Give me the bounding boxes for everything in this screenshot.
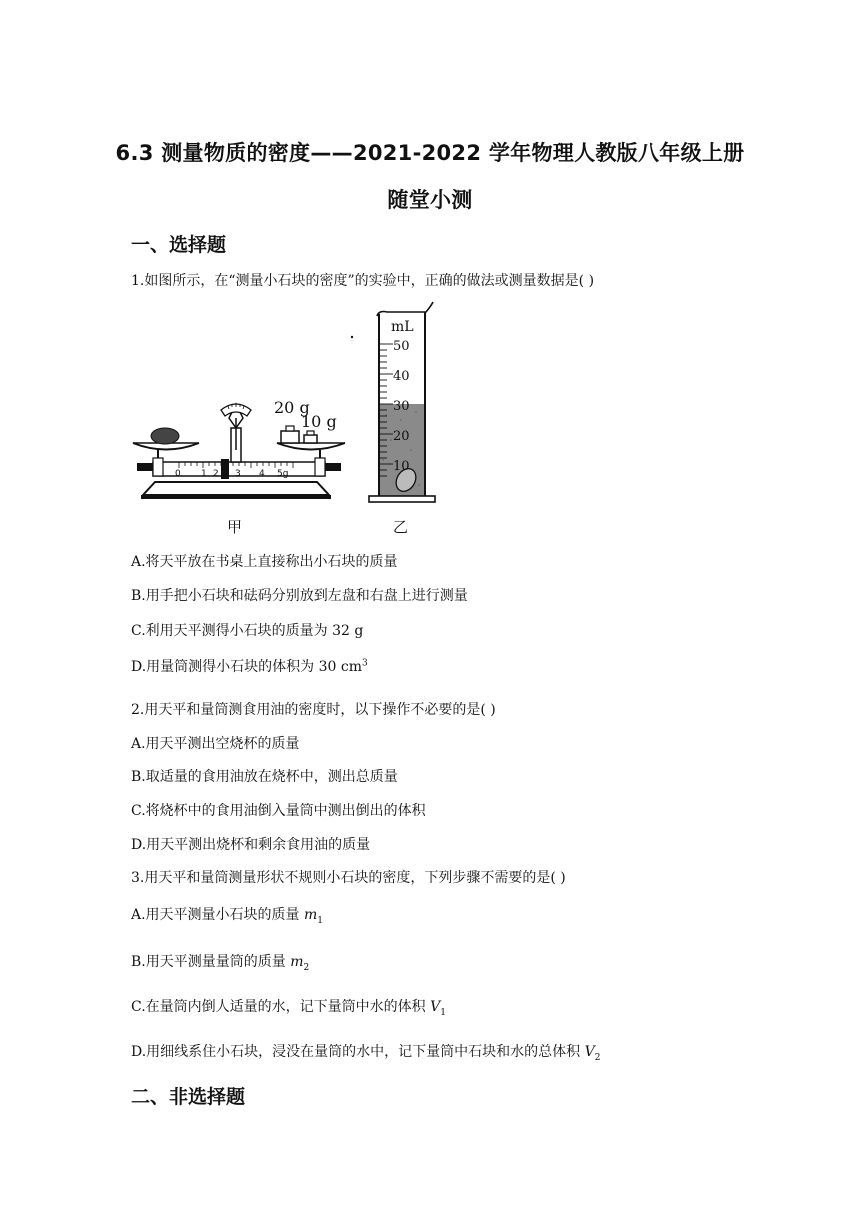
- balance-rider: [221, 459, 229, 479]
- cylinder-tick-30: 30: [393, 399, 410, 414]
- q3-option-a-sub: 1: [317, 915, 324, 926]
- cylinder-base: [369, 496, 435, 502]
- q3-option-b: [131, 951, 309, 973]
- graduated-cylinder: [369, 302, 435, 502]
- q3-option-c-text: C.在量筒内倒人适量的水，记下量筒中水的体积: [131, 999, 431, 1015]
- q1-option-d-text: D.用量筒测得小石块的体积为 30 cm: [131, 659, 363, 675]
- q1-option-b: B.用手把小石块和砝码分别放到左盘和右盘上进行测量: [131, 588, 468, 604]
- weight-label-20g: 20 g: [274, 398, 310, 417]
- q3-option-c: [131, 996, 446, 1018]
- q1-option-a: A.将天平放在书桌上直接称出小石块的质量: [131, 554, 398, 570]
- q2-stem: 2.用天平和量筒测食用油的密度时，以下操作不必要的是( ): [131, 702, 496, 718]
- q1-option-d: [131, 656, 368, 676]
- q3-option-b-var: m: [290, 954, 304, 970]
- q3-option-a-var: m: [304, 907, 318, 923]
- q1-figure: [131, 300, 451, 540]
- q1-option-d-sup: 3: [362, 658, 368, 669]
- section-heading-non-choice: 二、非选择题: [131, 1086, 246, 1108]
- q3-option-c-sub: 1: [440, 1007, 446, 1018]
- q1-option-c: C.利用天平测得小石块的质量为 32 g: [131, 623, 364, 639]
- q3-option-d: [131, 1041, 600, 1063]
- q2-option-d: D.用天平测出烧杯和剩余食用油的质量: [131, 837, 371, 853]
- q3-stem: 3.用天平和量筒测量形状不规则小石块的密度，下列步骤不需要的是( ): [131, 870, 566, 886]
- rider-tick-1: 1: [201, 469, 207, 479]
- rider-tick-2: 2: [213, 469, 219, 479]
- section-heading-choice: 一、选择题: [131, 234, 227, 256]
- figure-caption-right: 乙: [393, 518, 409, 536]
- cylinder-tick-10: 10: [393, 459, 410, 474]
- q3-option-d-text: D.用细线系住小石块，浸没在量筒的水中，记下量筒中石块和水的总体积: [131, 1044, 585, 1060]
- weight-label-10g: 10 g: [301, 412, 337, 431]
- q2-option-c: C.将烧杯中的食用油倒入量筒中测出倒出的体积: [131, 803, 426, 819]
- right-balance-nut: [325, 463, 341, 471]
- balance-and-cylinder-diagram: [131, 300, 451, 540]
- weight-10g: [304, 435, 317, 443]
- q2-option-b: B.取适量的食用油放在烧杯中，测出总质量: [131, 769, 398, 785]
- document-title-line2: 随堂小测: [387, 188, 473, 212]
- q3-option-c-var: V: [430, 999, 441, 1015]
- weight-20g: [281, 431, 299, 443]
- cylinder-tick-20: 20: [393, 429, 410, 444]
- balance-feet: [141, 495, 331, 499]
- q1-stem: 1.如图所示，在“测量小石块的密度”的实验中，正确的做法或测量数据是( ): [131, 273, 595, 289]
- q3-option-a-text: A.用天平测量小石块的质量: [131, 907, 305, 923]
- cylinder-tick-50: 50: [393, 339, 410, 354]
- rider-tick-3: 3: [235, 469, 241, 479]
- rider-tick-0: 0: [175, 469, 181, 479]
- q3-option-d-sub: 2: [594, 1052, 601, 1063]
- left-balance-nut: [137, 463, 153, 471]
- cylinder-unit-label: mL: [391, 319, 414, 335]
- q2-option-a: A.用天平测出空烧杯的质量: [131, 736, 300, 752]
- q3-option-b-text: B.用天平测量量筒的质量: [131, 954, 291, 970]
- right-pan: [277, 443, 345, 450]
- q3-option-b-sub: 2: [303, 962, 310, 973]
- q3-option-d-var: V: [584, 1044, 595, 1060]
- figure-caption-left: 甲: [227, 518, 243, 536]
- cylinder-tick-40: 40: [393, 369, 410, 384]
- q3-option-a: [131, 904, 323, 926]
- document-title-line1: 6.3 测量物质的密度——2021-2022 学年物理人教版八年级上册: [115, 141, 745, 165]
- rider-tick-5g: 5g: [277, 469, 289, 479]
- balance-base: [143, 482, 329, 495]
- rider-tick-4: 4: [259, 469, 265, 479]
- stone-on-pan: [151, 428, 179, 444]
